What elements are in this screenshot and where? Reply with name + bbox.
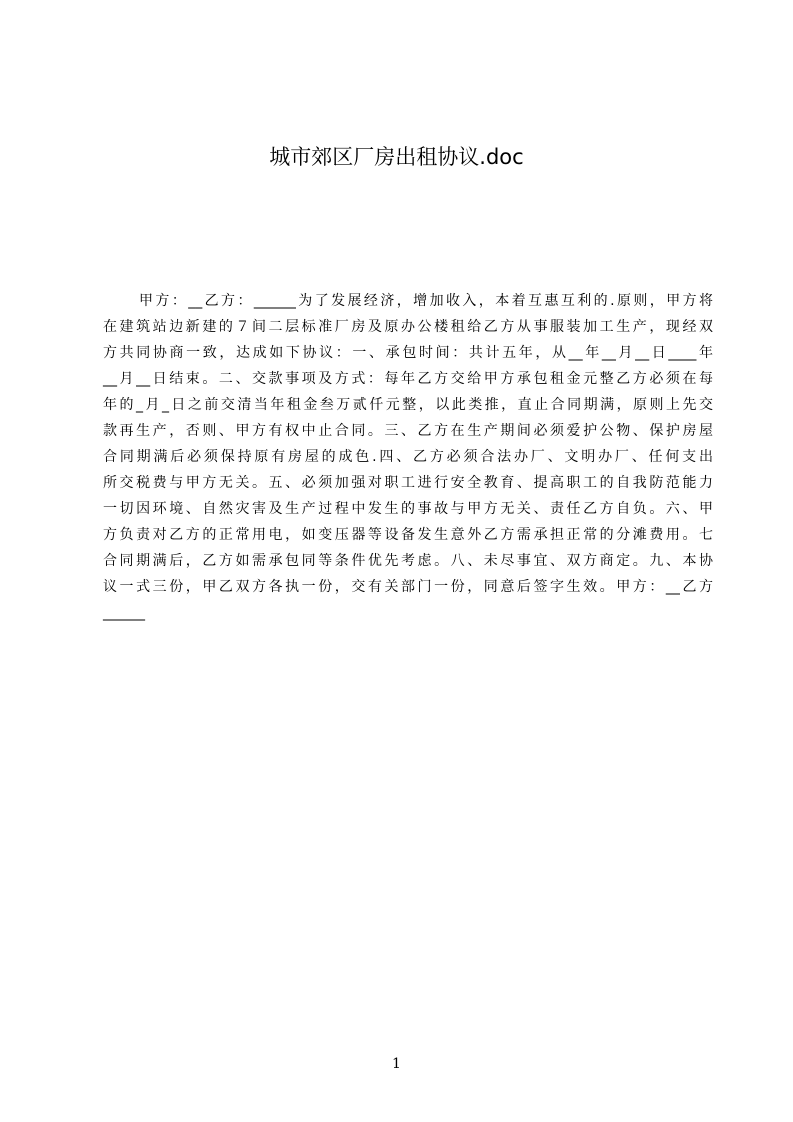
agreement-body <box>103 288 713 626</box>
body-line: 款再生产，否则、甲方有权中止合同。三、乙方在生产期间必须爱护公物、保护房屋 <box>103 423 713 439</box>
body-line: 方共同协商一致，达成如下协议：一、承包时间：共计五年，从__年__月__日____年 <box>103 345 713 361</box>
body-line: 方负责对乙方的正常用电，如变压器等设备发生意外乙方需承担正常的分滩费用。七 <box>103 527 713 543</box>
body-line: 年的_月_日之前交清当年租金叁万贰仟元整，以此类推，直止合同期满，原则上先交 <box>103 397 713 413</box>
body-line: 合同期满后必须保持原有房屋的成色.四、乙方必须合法办厂、文明办厂、任何支出 <box>103 449 713 465</box>
body-line: 合同期满后，乙方如需承包同等条件优先考虑。八、未尽事宜、双方商定。九、本协 <box>103 553 713 569</box>
body-line: __月__日结束。二、交款事项及方式：每年乙方交给甲方承包租金元整乙方必须在每 <box>103 371 713 387</box>
body-line: ______ <box>103 605 145 621</box>
document-title: 城市郊区厂房出租协议.doc <box>269 145 524 169</box>
body-line: 甲方：__乙方：______为了发展经济，增加收入，本着互惠互利的.原则，甲方将 <box>139 293 713 309</box>
body-line: 一切因环境、自然灾害及生产过程中发生的事故与甲方无关、责任乙方自负。六、甲 <box>103 501 713 517</box>
body-line: 所交税费与甲方无关。五、必须加强对职工进行安全教育、提高职工的自我防范能力 <box>103 475 713 491</box>
body-line: 议一式三份，甲乙双方各执一份，交有关部门一份，同意后签字生效。甲方：__乙方 <box>103 579 713 595</box>
page-number: 1 <box>392 1056 401 1072</box>
body-line: 在建筑站边新建的７间二层标准厂房及原办公楼租给乙方从事服装加工生产，现经双 <box>103 319 713 335</box>
